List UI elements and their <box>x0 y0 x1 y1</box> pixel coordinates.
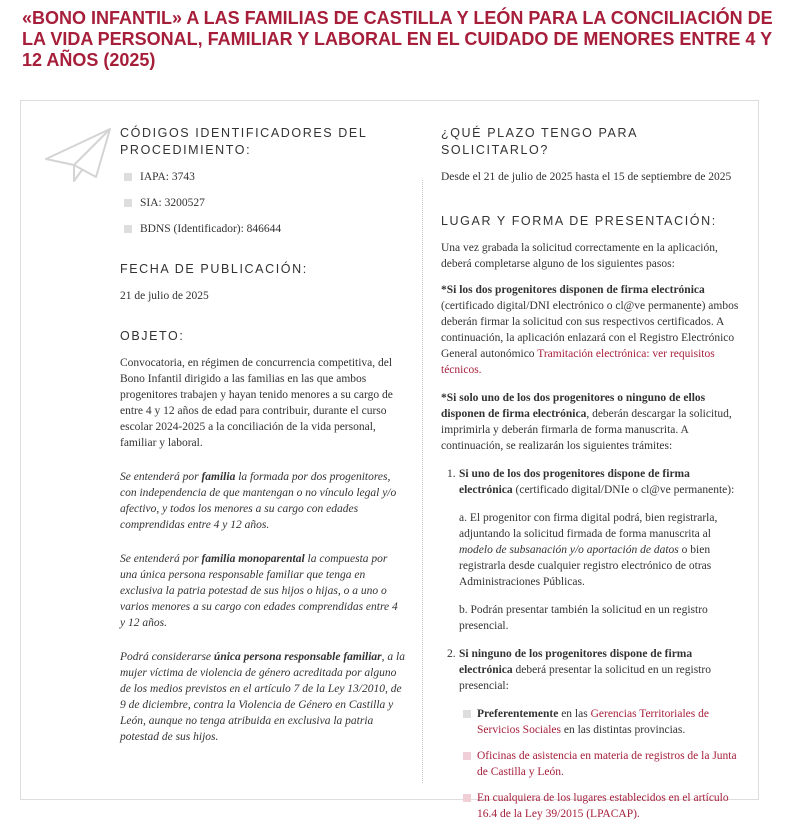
left-column <box>120 125 405 757</box>
step-one-b: b. Podrán presentar también la solicitud en un registro presencial. <box>459 604 708 632</box>
objeto-responsable-definition: Podrá considerarse única persona responsable familiar, a la mujer víctima de violencia de género acreditada por alguno de los medios previstos en el artículo 7 de la Ley 13/2010, de 9 de diciembre, contra la Violencia de Género en Castilla y León, aunque no tenga atribuida en exclusiva la patria potestad de sus hijos. <box>120 651 405 743</box>
place-oficinas <box>459 748 746 780</box>
steps-list <box>441 466 746 822</box>
step-two: 2. Si ninguno de los progenitores dispone de firma electrónica deberá presentar la solicitud en un registro presencial: Preferentemente en las Gerencias Territoriales de Servicios Sociales en las distintas provincias. Oficinas de asistencia en materia de registros de la Junta de Castilla y León. En cualquiera de los lugares establecidos en el artículo 16.4 de la Ley 39/2015 (LPACAP). <box>441 646 746 822</box>
step-two-text: Si ninguno de los progenitores dispone de firma electrónica deberá presentar la solicitud en un registro presencial: <box>459 648 711 692</box>
bullet-square-icon <box>463 710 471 718</box>
lugar-one-signature: *Si solo uno de los dos progenitores o ninguno de ellos disponen de firma electrónica, deberán descargar la solicitud, imprimirla y deberán firmarla de forma manuscrita. A continuación, se realizarán los siguientes trámites: <box>441 392 732 452</box>
code-bdns-text: BDNS (Identificador): 846644 <box>140 223 282 235</box>
objeto-familia-definition: Se entenderá por familia la formada por dos progenitores, con independencia de que mantengan o no vínculo legal y/o afectivo, y todos los menores a su cargo con edades comprendidas entre 4 y 12 años. <box>120 471 397 531</box>
places-list <box>459 706 746 822</box>
page-title: «BONO INFANTIL» A LAS FAMILIAS DE CASTILLA Y LEÓN PARA LA CONCILIACIÓN DE LA VIDA PERSONAL, FAMILIAR Y LABORAL EN EL CUIDADO DE MENORES ENTRE 4 Y 12 AÑOS (2025) <box>22 8 773 70</box>
ley-link[interactable]: En cualquiera de los lugares establecidos en el artículo 16.4 de la Ley 39/2015 (LPACAP). <box>477 792 729 820</box>
bullet-square-icon <box>124 199 132 207</box>
place-ley <box>459 790 746 822</box>
lugar-intro: Una vez grabada la solicitud correctamente en la aplicación, deberá completarse alguno de los siguientes pasos: <box>441 242 718 270</box>
codes-list <box>120 169 405 237</box>
objeto-intro: Convocatoria, en régimen de concurrencia competitiva, del Bono Infantil dirigido a las familias en las que ambos progenitores trabajen y hayan tenido menores a su cargo de entre 4 y 12 años de edad para contribuir, durante el curso escolar 2024-2025 a la conciliación de la vida personal, familiar y laboral. <box>120 357 393 449</box>
objeto-monoparental-definition: Se entenderá por familia monoparental la compuesta por una única persona responsable familiar que tenga en exclusiva la patria potestad de sus hijos o hijas, o a uno o varios menores a su cargo con edades comprendidas entre 4 y 12 años. <box>120 553 398 629</box>
bullet-square-icon <box>124 225 132 233</box>
codes-heading: CÓDIGOS IDENTIFICADORES DEL PROCEDIMIENTO: <box>120 126 367 157</box>
gerencias-link[interactable]: Gerencias Territoriales de Servicios Sociales <box>477 708 709 736</box>
place-gerencias: Preferentemente en las Gerencias Territoriales de Servicios Sociales en las distintas provincias. <box>459 706 746 738</box>
step-one-a: a. El progenitor con firma digital podrá, bien registrarla, adjuntando la solicitud firmada de forma manuscrita al modelo de subsanación y/o aportación de datos o bien registrarla desde cualquier registro electrónico de otras Administraciones Públicas. <box>459 512 718 588</box>
plazo-heading: ¿QUÉ PLAZO TENGO PARA SOLICITARLO? <box>441 126 638 157</box>
bullet-square-icon <box>463 794 471 802</box>
code-sia <box>120 195 405 211</box>
code-sia-text: SIA: 3200527 <box>140 197 205 209</box>
step-one-text: Si uno de los dos progenitores dispone de firma electrónica (certificado digital/DNIe o cl@ve permanente): <box>459 468 735 496</box>
tramitacion-electronica-link[interactable]: Tramitación electrónica: ver requisitos técnicos. <box>441 348 715 376</box>
oficinas-link[interactable]: Oficinas de asistencia en materia de registros de la Junta de Castilla y León. <box>477 750 737 778</box>
right-column <box>441 125 746 834</box>
code-iapa <box>120 169 405 185</box>
lugar-both-signature: *Si los dos progenitores disponen de firma electrónica (certificado digital/DNI electrónico o cl@ve permanente) ambos deberán firmar la solicitud con sus respectivos certificados. A continuación, la aplicación enlazará con el Registro Electrónico General autonómico Tramitación electrónica: ver requisitos técnicos. <box>441 284 739 376</box>
paper-plane-icon <box>44 125 114 185</box>
bullet-square-icon <box>124 173 132 181</box>
publication-heading: FECHA DE PUBLICACIÓN: <box>120 262 308 276</box>
step-one: 1. Si uno de los dos progenitores dispone de firma electrónica (certificado digital/DNIe o cl@ve permanente): a. El progenitor con firma digital podrá, bien registrarla, adjuntando la solicitud firmada de forma manuscrita al modelo de subsanación y/o aportación de datos o bien registrarla desde cualquier registro electrónico de otras Administraciones Públicas. b. Podrán presentar también la solicitud en un registro presencial. <box>441 466 746 634</box>
objeto-heading: OBJETO: <box>120 329 185 343</box>
code-bdns <box>120 221 405 237</box>
publication-date: 21 de julio de 2025 <box>120 290 209 302</box>
bullet-square-icon <box>463 752 471 760</box>
lugar-heading: LUGAR Y FORMA DE PRESENTACIÓN: <box>441 214 717 228</box>
code-iapa-text: IAPA: 3743 <box>140 171 195 183</box>
column-divider <box>422 180 423 783</box>
plazo-text: Desde el 21 de julio de 2025 hasta el 15 de septiembre de 2025 <box>441 171 732 183</box>
